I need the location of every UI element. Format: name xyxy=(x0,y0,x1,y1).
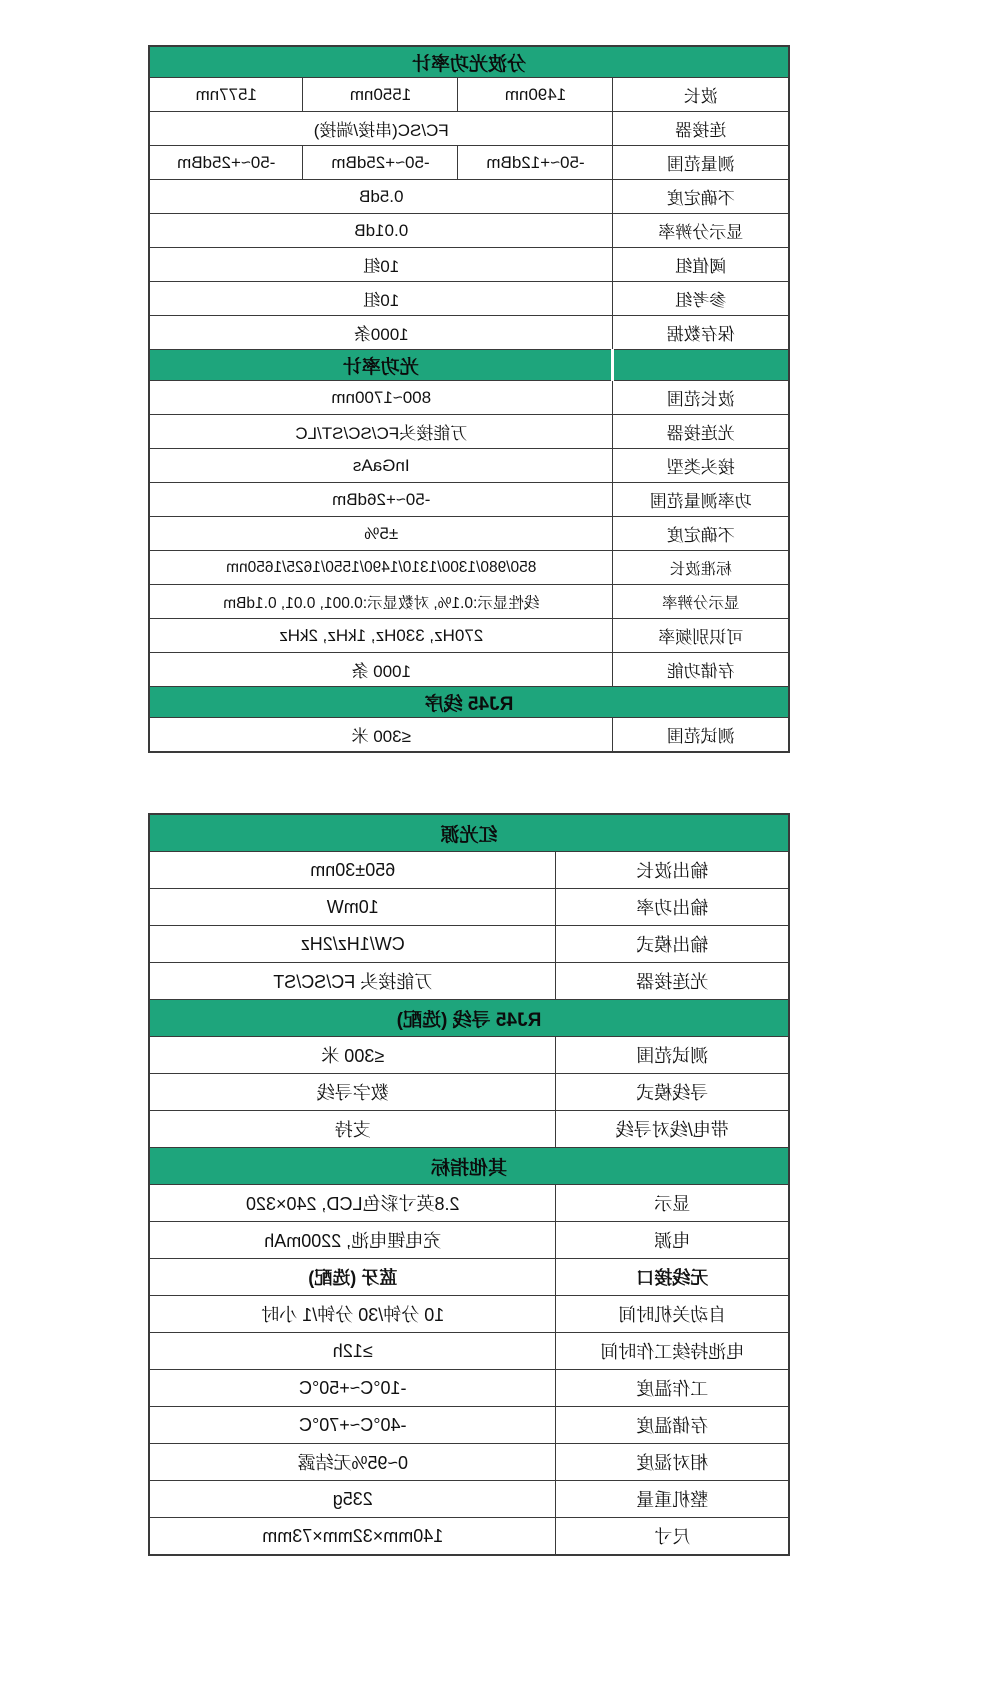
spec-label-cell: 寻线模式 xyxy=(556,1074,789,1111)
spec-row xyxy=(149,78,789,112)
spec-label-cell: 电源 xyxy=(556,1222,789,1259)
spec-row xyxy=(149,1037,789,1074)
spec-row xyxy=(149,1111,789,1148)
spec-row xyxy=(149,1407,789,1444)
spec-row xyxy=(149,551,789,585)
spec-label-cell: 自动关机时间 xyxy=(556,1296,789,1333)
spec-value-cell: 1550nm xyxy=(303,78,458,112)
spec-value-cell: -50~+25dBm xyxy=(149,146,303,180)
spec-label-cell: 可识别频率 xyxy=(613,619,789,653)
spec-label-cell: 波长 xyxy=(613,78,789,112)
spec-value-cell: 650±30nm xyxy=(149,852,556,889)
spec-row xyxy=(149,1333,789,1370)
spec-label-cell: 保存数据 xyxy=(613,316,789,350)
spec-label-cell: 测量范围 xyxy=(613,146,789,180)
spec-label-cell: 无线接口 xyxy=(556,1259,789,1296)
spec-row xyxy=(149,1259,789,1296)
spec-row xyxy=(149,483,789,517)
spec-row xyxy=(149,1370,789,1407)
spec-value-cell: 850/980/1300/1310/1490/1550/1625/1650nm xyxy=(149,551,613,585)
spec-value-cell: 线性显示:0.1%, 对数显示:0.001, 0.01, 0.1dBm xyxy=(149,585,613,619)
section-header: 红光源 xyxy=(149,814,789,852)
spec-row xyxy=(149,718,789,753)
spec-label-cell: 整机重量 xyxy=(556,1481,789,1518)
spec-value-cell: -40°C~+70°C xyxy=(149,1407,556,1444)
spec-value-cell: 140mm×32mm×73mm xyxy=(149,1518,556,1556)
spec-row xyxy=(149,316,789,350)
spec-value-cell: 1000 条 xyxy=(149,653,613,687)
spec-value-cell: 0.01dB xyxy=(149,214,613,248)
spec-label-cell: 光连接器 xyxy=(556,963,789,1000)
spec-value-cell: 10 分钟/30 分钟/1 小时 xyxy=(149,1296,556,1333)
spec-value-cell: 0~95%无结露 xyxy=(149,1444,556,1481)
spec-row xyxy=(149,1444,789,1481)
spec-value-cell: ±5% xyxy=(149,517,613,551)
spec-label-cell: 输出模式 xyxy=(556,926,789,963)
spec-value-cell: ≤300 米 xyxy=(149,1037,556,1074)
spec-value-cell: -10°C~+50°C xyxy=(149,1370,556,1407)
spec-label-cell: 输出波长 xyxy=(556,852,789,889)
spec-label-cell: 标准波长 xyxy=(613,551,789,585)
spec-label-cell: 光连接器 xyxy=(613,415,789,449)
spec-row xyxy=(149,1185,789,1222)
spec-label-cell: 接头类型 xyxy=(613,449,789,483)
spec-label-cell: 存储功能 xyxy=(613,653,789,687)
spec-row xyxy=(149,926,789,963)
section-header: RJ45 寻线 (选配) xyxy=(149,1000,789,1037)
spec-row xyxy=(149,282,789,316)
section-header-row xyxy=(149,1148,789,1185)
spec-value-cell: 0.5dB xyxy=(149,180,613,214)
spec-value-cell: 10组 xyxy=(149,282,613,316)
spec-label-cell: 显示 xyxy=(556,1185,789,1222)
section-header-spacer xyxy=(613,350,789,381)
spec-value-cell: 270Hz, 330Hz, 1kHz, 2kHz xyxy=(149,619,613,653)
spec-value-cell: ≥12h xyxy=(149,1333,556,1370)
spec-row xyxy=(149,1481,789,1518)
spec-label-cell: 带电/线对寻线 xyxy=(556,1111,789,1148)
spec-row xyxy=(149,1074,789,1111)
spec-label-cell: 输出功率 xyxy=(556,889,789,926)
section-header-row xyxy=(149,350,789,381)
spec-value-cell: InGaAs xyxy=(149,449,613,483)
section-header-row xyxy=(149,814,789,852)
spec-row xyxy=(149,449,789,483)
spec-row xyxy=(149,653,789,687)
mirrored-content xyxy=(0,45,990,1556)
spec-value-cell: 数字寻线 xyxy=(149,1074,556,1111)
spec-value-cell: -50~+26dBm xyxy=(149,483,613,517)
section-header: 分波光功率计 xyxy=(149,46,789,78)
spec-value-cell: 10mW xyxy=(149,889,556,926)
spec-value-cell: -50~+25dBm xyxy=(303,146,458,180)
spec-label-cell: 测试范围 xyxy=(556,1037,789,1074)
spec-label-cell: 工作温度 xyxy=(556,1370,789,1407)
section-header: 光功率计 xyxy=(149,350,613,381)
table-body xyxy=(149,46,789,752)
spec-label-cell: 尺寸 xyxy=(556,1518,789,1556)
section-header-row xyxy=(149,687,789,718)
spec-row xyxy=(149,415,789,449)
spec-row xyxy=(149,146,789,180)
spec-table-light-source-other xyxy=(148,813,790,1556)
spec-value-cell: 10组 xyxy=(149,248,613,282)
spec-value-cell: 万能接头FC/SC/ST/LC xyxy=(149,415,613,449)
section-header-row xyxy=(149,46,789,78)
spec-row xyxy=(149,889,789,926)
spec-value-cell: -50~+12dBm xyxy=(458,146,613,180)
spec-value-cell: 2.8英寸彩色LCD, 240×320 xyxy=(149,1185,556,1222)
spec-row xyxy=(149,517,789,551)
spec-value-cell: 1000条 xyxy=(149,316,613,350)
spec-label-cell: 显示分辨率 xyxy=(613,214,789,248)
spec-value-cell: 800~1700nm xyxy=(149,381,613,415)
spec-label-cell: 电池持续工作时间 xyxy=(556,1333,789,1370)
spec-row xyxy=(149,1222,789,1259)
spec-value-cell: 1577nm xyxy=(149,78,303,112)
spec-row xyxy=(149,214,789,248)
spec-value-cell: 蓝牙 (选配) xyxy=(149,1259,556,1296)
spec-value-cell: 充电锂电池, 2200mAh xyxy=(149,1222,556,1259)
spec-label-cell: 功率测量范围 xyxy=(613,483,789,517)
section-header-row xyxy=(149,1000,789,1037)
spec-value-cell: CW/1Hz/2Hz xyxy=(149,926,556,963)
spec-row xyxy=(149,585,789,619)
section-header: RJ45 线序 xyxy=(149,687,789,718)
spec-row xyxy=(149,381,789,415)
section-header: 其他指标 xyxy=(149,1148,789,1185)
spec-label-cell: 波长范围 xyxy=(613,381,789,415)
spec-row xyxy=(149,248,789,282)
spec-row xyxy=(149,180,789,214)
spec-label-cell: 存储温度 xyxy=(556,1407,789,1444)
spec-value-cell: 万能接头 FC/SC/ST xyxy=(149,963,556,1000)
spec-label-cell: 参考组 xyxy=(613,282,789,316)
spec-label-cell: 测试范围 xyxy=(613,718,789,753)
spec-value-cell: ≤300 米 xyxy=(149,718,613,753)
spec-label-cell: 显示分辨率 xyxy=(613,585,789,619)
spec-value-cell: 支持 xyxy=(149,1111,556,1148)
spec-row xyxy=(149,852,789,889)
spec-value-cell: 235g xyxy=(149,1481,556,1518)
spec-row xyxy=(149,963,789,1000)
spec-value-cell: 1490nm xyxy=(458,78,613,112)
spec-row xyxy=(149,1296,789,1333)
spec-label-cell: 相对湿度 xyxy=(556,1444,789,1481)
spec-row xyxy=(149,1518,789,1556)
spec-value-cell: FC/SC(串接/端接) xyxy=(149,112,613,146)
spec-label-cell: 不确定度 xyxy=(613,180,789,214)
spec-row xyxy=(149,619,789,653)
spec-label-cell: 不确定度 xyxy=(613,517,789,551)
table-body xyxy=(149,814,789,1555)
spec-row xyxy=(149,112,789,146)
spec-table-splitter-power-meter xyxy=(148,45,790,753)
spec-label-cell: 阈值组 xyxy=(613,248,789,282)
spec-label-cell: 连接器 xyxy=(613,112,789,146)
